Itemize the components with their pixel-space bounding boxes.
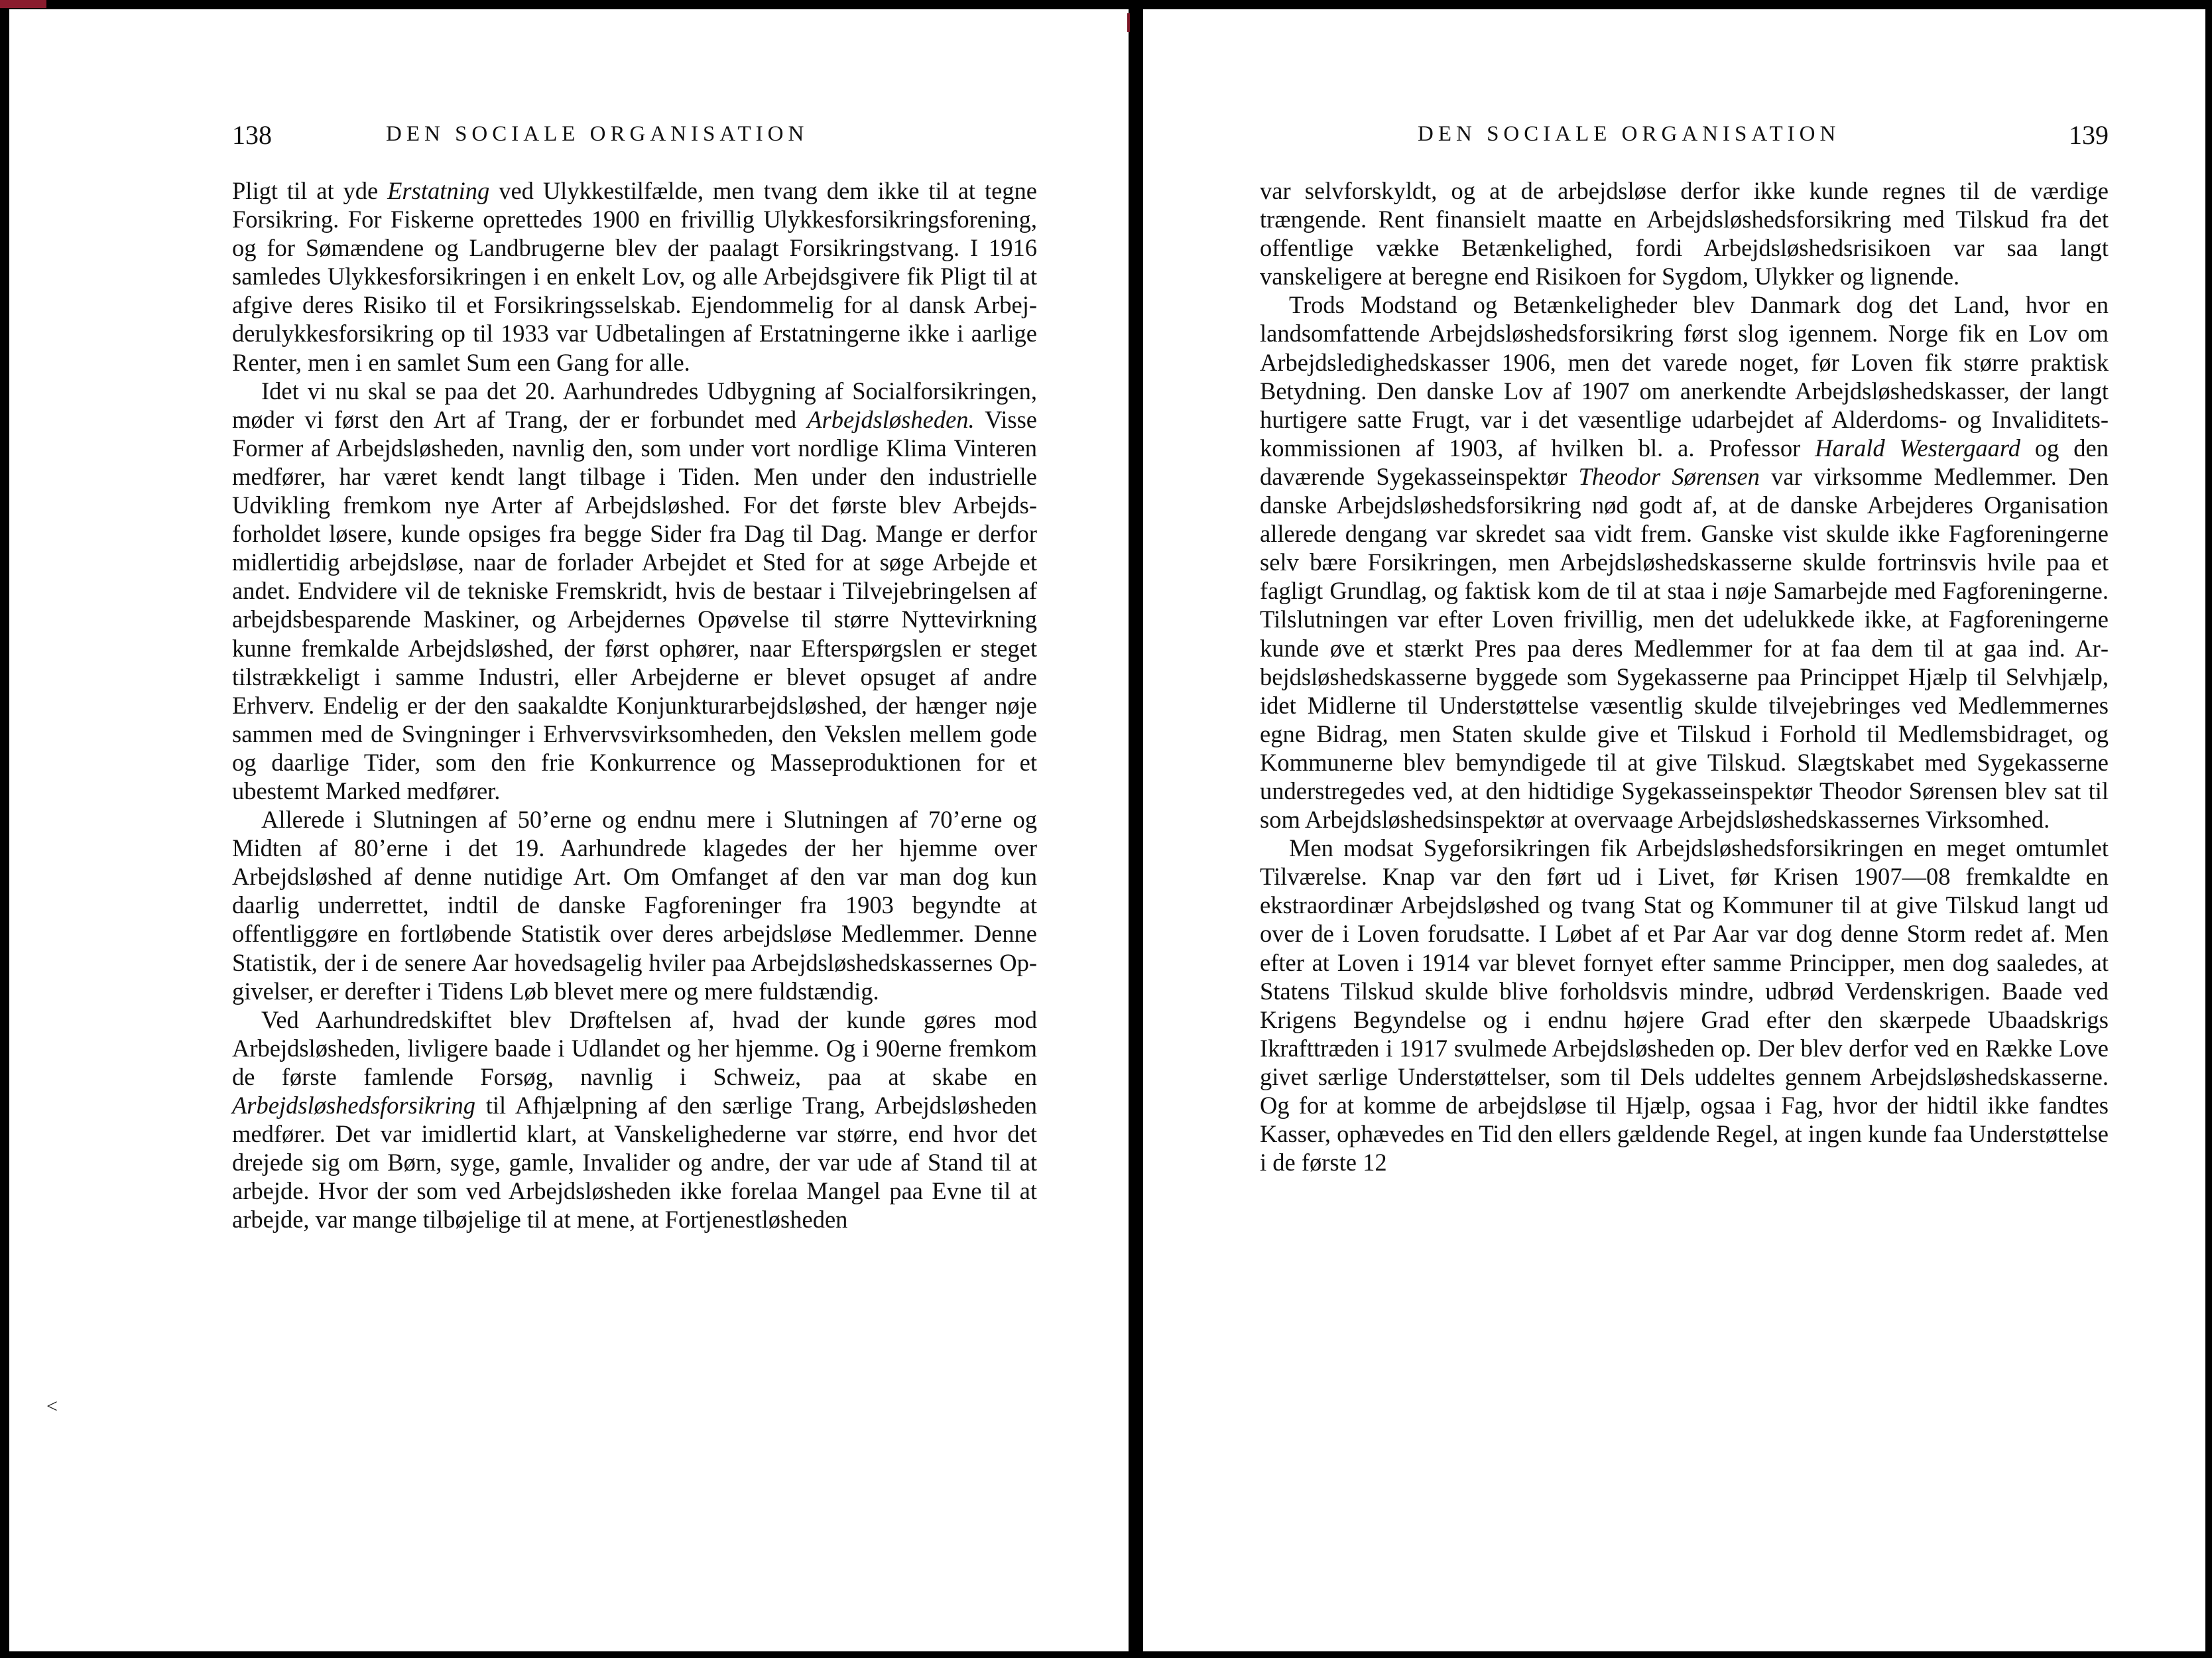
- paragraph: [232, 377, 1037, 805]
- body-text-left: [232, 176, 1037, 1234]
- paragraph: [1260, 290, 2109, 834]
- left-page: [9, 9, 1129, 1651]
- italic-term: Harald Westergaard: [1815, 434, 2020, 462]
- italic-term: Erstatning: [387, 177, 490, 204]
- body-text-right: [1260, 176, 2109, 1177]
- running-head-right: [1418, 119, 2109, 159]
- text-run: Visse Former af Arbejdsløsheden, navnlig den, som under vort nordlige Klima Vinteren medfører, har været kendt langt tilbage i Tiden. Men under den industrielle Udvikling fremkom nye Arter af Arbejdsløshed. For det første blev Arbejdsforholdet løsere, kunde opsiges fra begge Sider fra Dag til Dag. Mange er derfor midlertidig arbejdsløse, naar de forlader Arbejdet et Sted for at søge Arbejde et andet. Endvidere vil de tekniske Fremskridt, hvis de bestaar i Tilvejebringelsen af arbejdsbesparende Maskiner, og Arbejdernes Opøvelse til større Nyttevirkning kunne fremkalde Arbejdsløshed, der først ophører, naar Efterspørgslen er steget tilstrækkeligt i samme Industri, eller Arbejderne er blevet opsuget af andre Erhverv. Endelig er der den saakaldte Konjunkturarbejdsløshed, der hænger nøje sammen med de Svingninger i Erhvervsvirksomheden, den Vekslen mellem gode og daarlige Tider, som den frie Konkurrence og Masseproduktionen for et ubestemt Marked medfører.: [232, 405, 1037, 804]
- margin-mark: <: [46, 1395, 58, 1417]
- right-page: [1143, 9, 2205, 1651]
- text-run: Allerede i Slutningen af 50’erne og endnu mere i Slutningen af 70’erne og Midten af 80’erne i det 19. Aarhundrede klagedes der her hjemme over Arbejdsløshed af denne nutidige Art. Om Omfanget af den var man dog kun daarlig underrettet, indtil de danske Fagforeninger fra 1903 begyndte at offentliggøre en fortløbende Statistik over deres arbejdsløse Medlemmer. Denne Statistik, der i de senere Aar hovedsagelig hviler paa Arbejdsløshedskassernes Opgivelser, er derefter i Tidens Løb blevet mere og mere fuldstændig.: [232, 806, 1037, 1005]
- running-head-left: [232, 119, 1028, 159]
- italic-term: Arbejdsløshedsforsikring: [232, 1092, 476, 1119]
- text-run: Idet vi nu skal se paa det 20. Aarhundredes Udbygning af Socialforsikringen, møder vi først den Art af Trang, der er forbundet med: [232, 377, 1037, 433]
- scan-edge-mark: [0, 0, 46, 8]
- paragraph: [232, 176, 1037, 377]
- text-run: var selvforskyldt, og at de arbejdsløse derfor ikke kunde regnes til de værdige trængende. Rent finansielt maatte en Arbejdsløshedsforsikring med Tilskud fra det offentlige vække Betænkelighed, fordi Arbejdsløshedsrisikoen var saa langt vanskeligere at beregne end Risikoen for Sygdom, Ulykker og lignende.: [1260, 177, 2109, 290]
- page-number-right: 139: [2069, 120, 2109, 150]
- gutter-mark: [1127, 13, 1130, 32]
- paragraph: [1260, 176, 2109, 290]
- italic-term: Theodor Sørensen: [1578, 462, 1760, 490]
- paragraph: [1260, 834, 2109, 1177]
- paragraph: [232, 805, 1037, 1005]
- text-run: Ved Aarhundredskiftet blev Drøftelsen af, hvad der kunde gøres mod Arbejdsløsheden, livligere baade i Udlandet og her hjemme. Og i 90erne fremkom de første famlende Forsøg, navnlig i Schweiz, paa at skabe en: [232, 1005, 1037, 1090]
- text-run: Pligt til at yde: [232, 177, 388, 204]
- text-run: til Afhjælpning af den særlige Trang, Arbejdsløsheden medfører. Det var imidlertid klart, at Vanskelighederne var større, end hvor det drejede sig om Børn, syge, gamle, Invalider og andre, der var ude af Stand til at arbejde. Hvor der som ved Arbejdsløsheden ikke forelaa Mangel paa Evne til at arbejde, var mange tilbøjelige til at mene, at Fortjenestløsheden: [232, 1092, 1037, 1234]
- running-title-right: DEN SOCIALE ORGANISATION: [1418, 122, 1841, 146]
- text-run: var virksomme Medlemmer. Den danske Arbejdsløshedsforsikring nød godt af, at de danske Arbejderes Organisation allerede dengang var skredet saa vidt frem. Ganske vist skulde ikke Fagforeningerne selv bære Forsikringen, men Arbejdsløshedskasserne skulde fortrinsvis hvile paa et fagligt Grundlag, og faktisk kom de til at staa i nøje Samarbejde med Fagforeningerne. Tilslutningen var efter Loven frivillig, men det udelukkede ikke, at Fagforeningerne kunde øve et stærkt Pres paa deres Medlemmer for at faa dem til at gaa ind. Arbejdsløshedskasserne byggede som Sygekasserne paa Princippet Hjælp til Selvhjælp, idet Midlerne til Understøttelse væsentlig skulde tilvejebringes ved Medlemmernes egne Bidrag, men Staten skulde give et Tilskud i Forhold til Medlemsbidraget, og Kommunerne blev bemyndigede til at give Tilskud. Slægtskabet med Sygekasserne understregedes ved, at den hidtidige Sygekasseinspektør Theodor Sørensen blev sat til som Arbejdsløshedsinspektør at overvaage Arbejdsløshedskassernes Virksomhed.: [1260, 462, 2109, 834]
- text-run: Trods Modstand og Betænkeligheder blev Danmark dog det Land, hvor en landsomfattende Arbejdsløshedsforsikring først slog igennem. Norge fik en Lov om Arbejdsledighedskasser 1906, men det varede noget, før Loven fik større praktisk Betydning. Den danske Lov af 1907 om anerkendte Arbejdsløshedskasser, der langt hurtigere satte Frugt, var i det væsentlige udarbejdet af Alderdoms- og Invaliditetskommissionen af 1903, af hvilken bl. a. Professor: [1260, 291, 2109, 462]
- running-title-left: DEN SOCIALE ORGANISATION: [386, 122, 809, 146]
- text-run: og den daværende Sygekasseinspektør: [1260, 434, 2109, 490]
- text-run: Men modsat Sygeforsikringen fik Arbejdsløshedsforsikringen en meget omtumlet Tilværelse. Knap var den ført ud i Livet, før Krisen 1907—08 fremkaldte en ekstraordinær Arbejdsløshed og tvang Stat og Kommuner til at give Tilskud langt ud over de i Loven forudsatte. I Løbet af et Par Aar var dog denne Storm redet af. Men efter at Loven i 1914 var blevet fornyet efter samme Principper, men dog saaledes, at Statens Tilskud skulde blive forholdsvis mindre, udbrød Verdenskrigen. Baade ved Krigens Begyndelse og i endnu højere Grad efter den skærpede Ubaadskrigs Ikrafttræden i 1917 svulmede Arbejdsløsheden op. Der blev derfor ved en Række Love givet særlige Understøttelser, som til Dels uddeltes gennem Arbejdsløshedskasserne. Og for at komme de arbejdsløse til Hjælp, ogsaa i Fag, hvor der hidtil ikke fandtes Kasser, ophævedes en Tid den ellers gældende Regel, at ingen kunde faa Understøttelse i de første 12: [1260, 834, 2109, 1177]
- italic-term: Arbejdsløsheden.: [807, 405, 975, 433]
- text-run: ved Ulykkestilfælde, men tvang dem ikke til at tegne Forsikring. For Fiskerne oprettedes 1900 en frivillig Ulykkesforsikringsforening, og for Sømændene og Landbrugerne blev der paalagt Forsikringstvang. I 1916 samledes Ulykkesforsikringen i en enkelt Lov, og alle Arbejdsgivere fik Pligt til at afgive deres Risiko til et Forsikringsselskab. Ejendommelig for al dansk Arbejderulykkesforsikring op til 1933 var Udbetalingen af Erstatningerne ikke i aarlige Renter, men i en samlet Sum een Gang for alle.: [232, 177, 1038, 376]
- page-number-left: 138: [232, 120, 272, 150]
- paragraph: [232, 1005, 1037, 1234]
